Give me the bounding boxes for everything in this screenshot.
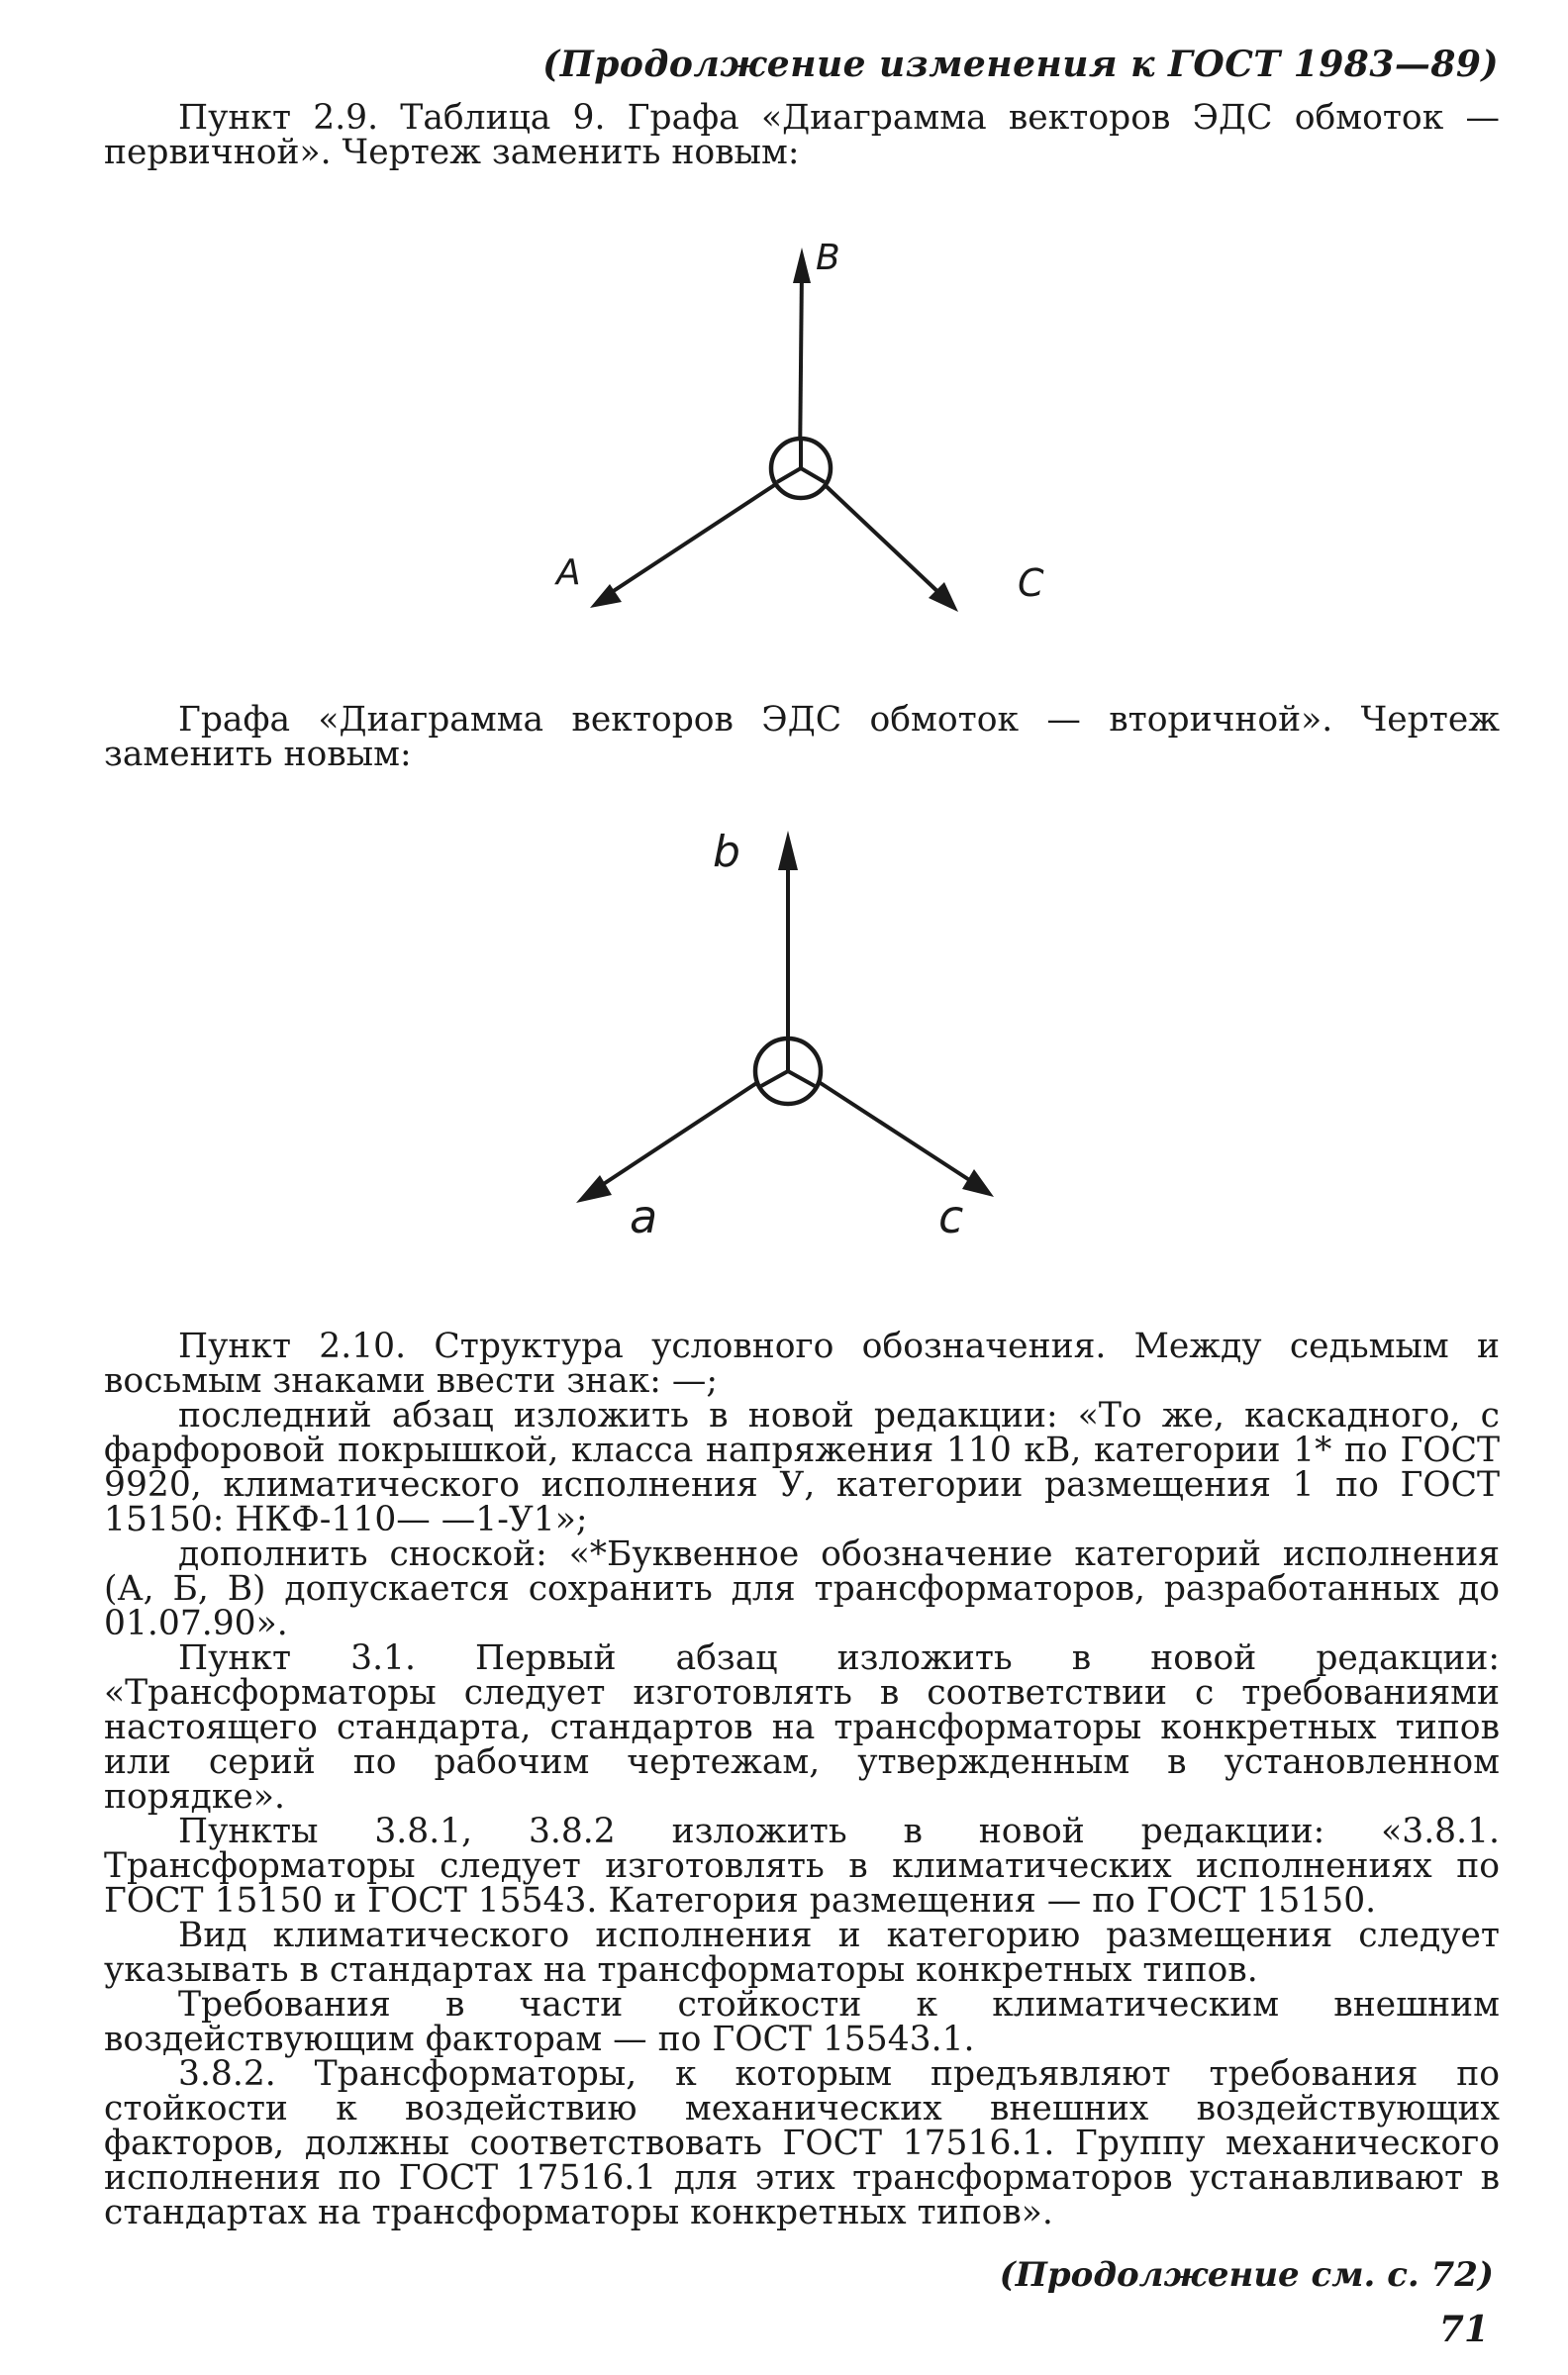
- vector-a-arrowhead: [576, 1175, 612, 1203]
- label-c: c: [938, 1190, 964, 1243]
- vector-b-arrowhead: [778, 831, 798, 870]
- label-a: A: [556, 552, 581, 593]
- vector-diagram-secondary: [554, 827, 1069, 1262]
- page-number: 71: [1438, 2309, 1489, 2350]
- label-b: b: [713, 827, 740, 877]
- paragraph: Вид климатического исполнения и категорию размещения следует указывать в стандартах на трансформаторы конкретных типов.: [104, 1916, 1500, 1990]
- paragraph: 3.8.2. Трансформаторы, к которым предъявляют требования по стойкости к воздействию механических внешних воздействующих факторов, должны соответствовать ГОСТ 17516.1. Группу механического исполнения по ГОСТ 17516.1 для этих трансформаторов устанавливают в стандартах на трансформаторы конкретных типов».: [104, 2054, 1500, 2232]
- label-b: B: [816, 238, 840, 278]
- paragraph: Пункты 3.8.1, 3.8.2 изложить в новой редакции: «3.8.1. Трансформаторы следует изготовлять в климатических исполнениях по ГОСТ 15150 и ГОСТ 15543. Категория размещения — по ГОСТ 15150.: [104, 1812, 1500, 1921]
- paragraph: Пункт 3.1. Первый абзац изложить в новой редакции: «Трансформаторы следует изготовлять в соответствии с требованиями настоящего стандарта, стандартов на трансформаторы конкретных типов или серий по рабочим чертежам, утвержденным в установленном порядке».: [104, 1638, 1500, 1817]
- paragraph: Пункт 2.10. Структура условного обозначения. Между седьмым и восьмым знаками ввести знак: —;: [104, 1327, 1500, 1401]
- label-a: a: [630, 1190, 658, 1243]
- vector-diagram-primary: [535, 238, 1049, 634]
- vector-c-arrowhead: [962, 1169, 994, 1197]
- running-header: (Продолжение изменения к ГОСТ 1983—89): [542, 44, 1499, 85]
- paragraph: дополнить сноской: «*Буквенное обозначение категорий исполнения (А, Б, В) допускается сохранить для трансформаторов, разработанных до 01.07.90».: [104, 1534, 1500, 1643]
- vector-c-line: [810, 1076, 974, 1183]
- label-c: C: [1018, 561, 1044, 605]
- paragraph: последний абзац изложить в новой редакции: «То же, каскадного, с фарфоровой покрышкой, класса напряжения 110 кВ, категории 1* по ГОСТ 9920, климатического исполнения У, категории размещения 1 по ГОСТ 15150: НКФ-110— —1-У1»;: [104, 1396, 1500, 1539]
- continuation-note: (Продолжение см. с. 72): [999, 2255, 1494, 2295]
- intro-secondary: Графа «Диаграмма векторов ЭДС обмоток — вторичной». Чертеж заменить новым:: [104, 700, 1500, 774]
- vector-a-line: [606, 480, 782, 596]
- amendment-text: [104, 1327, 1500, 2232]
- vector-b-arrowhead: [793, 247, 811, 283]
- vector-c-line: [820, 480, 942, 596]
- paragraph: Требования в части стойкости к климатическим внешним воздействующим факторам — по ГОСТ 15543.1.: [104, 1985, 1500, 2059]
- intro-primary: Пункт 2.9. Таблица 9. Графа «Диаграмма векторов ЭДС обмоток — первичной». Чертеж заменить новым:: [104, 98, 1500, 172]
- vector-a-line: [596, 1076, 767, 1189]
